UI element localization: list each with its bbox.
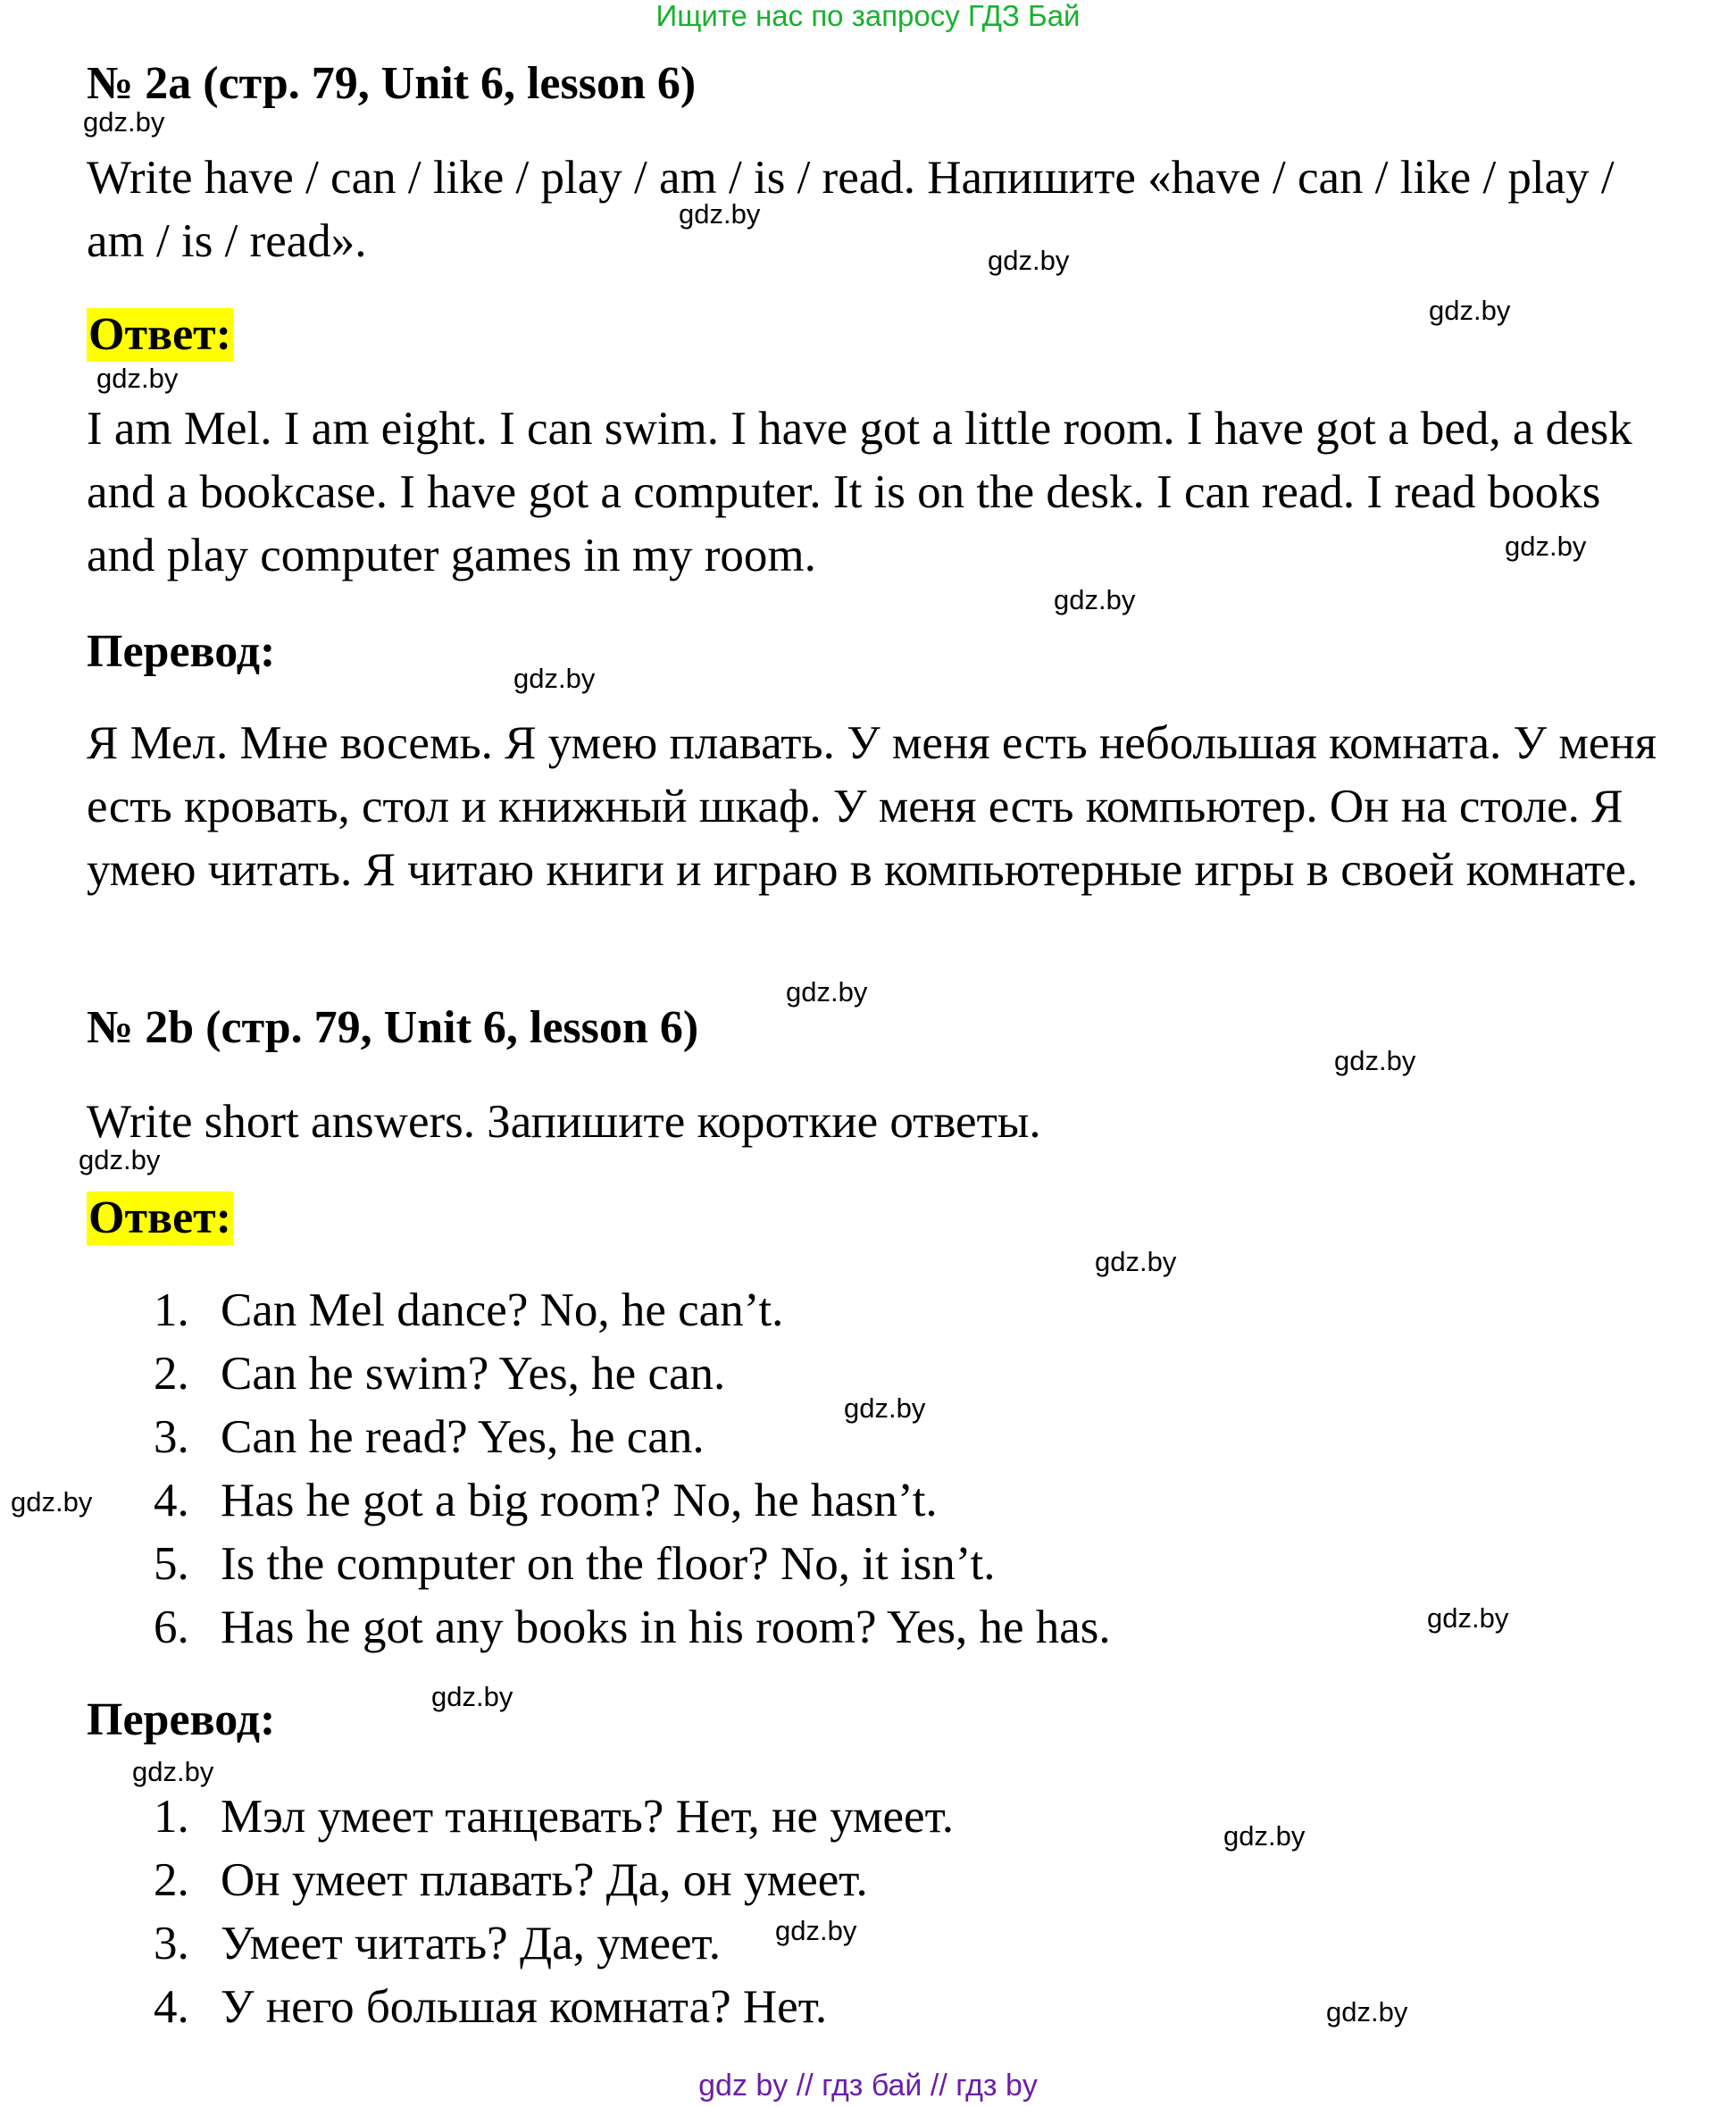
watermark: gdz.by bbox=[1223, 1820, 1306, 1852]
item-number: 1. bbox=[154, 1284, 189, 1336]
footer-watermark: gdz by // гдз бай // гдз by bbox=[698, 2069, 1038, 2103]
section-2a-instruction: Write have / can / like / play / am / is / read. Напишите «have / can / like / play / am / is / read». bbox=[87, 152, 1615, 267]
watermark: gdz.by bbox=[786, 976, 868, 1008]
watermark: gdz.by bbox=[132, 1756, 214, 1787]
item-number: 3. bbox=[154, 1918, 189, 1969]
watermark: gdz.by bbox=[988, 245, 1070, 276]
item-text: Он умеет плавать? Да, он умеет. bbox=[221, 1854, 868, 1906]
list-item bbox=[154, 1533, 1111, 1596]
section-2b-instruction: Write short answers. Запишите короткие ответы. bbox=[87, 1096, 1041, 1148]
item-text: Can Mel dance? No, he can’t. bbox=[221, 1284, 784, 1336]
watermark: gdz.by bbox=[775, 1915, 857, 1946]
item-text: Is the computer on the floor? No, it isn’t. bbox=[221, 1538, 996, 1590]
section-2a-answer-text: I am Mel. I am eight. I can swim. I have got a little room. I have got a bed, a desk and a bookcase. I have got a computer. It is on the desk. I can read. I read books and play computer games in my room. bbox=[87, 403, 1632, 581]
watermark: gdz.by bbox=[513, 663, 596, 694]
watermark: gdz.by bbox=[1505, 531, 1587, 562]
section-2a-translation-label: Перевод: bbox=[87, 626, 276, 677]
watermark: gdz.by bbox=[431, 1681, 513, 1712]
list-item bbox=[154, 1596, 1111, 1660]
item-number: 5. bbox=[154, 1538, 189, 1590]
item-text: Мэл умеет танцевать? Нет, не умеет. bbox=[221, 1791, 955, 1843]
section-2b-translation-label: Перевод: bbox=[87, 1694, 276, 1745]
section-2b-translation-list bbox=[154, 1785, 954, 2039]
item-text: У него большая комната? Нет. bbox=[221, 1981, 828, 2033]
watermark: gdz.by bbox=[1429, 295, 1511, 326]
list-item bbox=[154, 1469, 1111, 1533]
item-text: Can he read? Yes, he can. bbox=[221, 1411, 705, 1463]
watermark: gdz.by bbox=[1054, 584, 1136, 615]
item-number: 4. bbox=[154, 1981, 189, 2033]
watermark: gdz.by bbox=[79, 1144, 161, 1175]
item-number: 2. bbox=[154, 1854, 189, 1906]
watermark: gdz.by bbox=[1334, 1045, 1416, 1076]
section-2a-heading: № 2a (стр. 79, Unit 6, lesson 6) bbox=[87, 58, 697, 109]
item-number: 2. bbox=[154, 1348, 189, 1400]
watermark: gdz.by bbox=[96, 363, 179, 394]
top-banner: Ищите нас по запросу ГДЗ Бай bbox=[655, 0, 1081, 32]
watermark: gdz.by bbox=[844, 1392, 926, 1424]
item-number: 4. bbox=[154, 1475, 189, 1526]
list-item bbox=[154, 1279, 1111, 1342]
watermark: gdz.by bbox=[1326, 1996, 1408, 2028]
section-2a-translation-text: Я Мел. Мне восемь. Я умею плавать. У меня есть небольшая комната. У меня есть кровать, стол и книжный шкаф. У меня есть компьютер. Он на столе. Я умею читать. Я читаю книги и играю в компьютерные игры в своей комнате. bbox=[87, 717, 1657, 896]
section-2b-heading: № 2b (стр. 79, Unit 6, lesson 6) bbox=[87, 1002, 699, 1053]
item-text: Has he got a big room? No, he hasn’t. bbox=[221, 1475, 938, 1526]
list-item bbox=[154, 1785, 954, 1849]
item-number: 1. bbox=[154, 1791, 189, 1843]
list-item bbox=[154, 1849, 954, 1912]
item-number: 3. bbox=[154, 1411, 189, 1463]
watermark: gdz.by bbox=[679, 198, 761, 230]
item-text: Has he got any books in his room? Yes, he has. bbox=[221, 1601, 1111, 1653]
watermark: gdz.by bbox=[1427, 1602, 1509, 1634]
section-2b-answer-label: Ответ: bbox=[88, 1192, 232, 1243]
list-item bbox=[154, 1976, 954, 2039]
item-number: 6. bbox=[154, 1601, 189, 1653]
section-2b-answer-list bbox=[154, 1279, 1111, 1660]
list-item bbox=[154, 1406, 1111, 1469]
section-2a-answer-label: Ответ: bbox=[88, 309, 232, 360]
watermark: gdz.by bbox=[11, 1486, 93, 1518]
item-text: Умеет читать? Да, умеет. bbox=[221, 1918, 721, 1969]
watermark: gdz.by bbox=[1095, 1246, 1177, 1277]
list-item bbox=[154, 1342, 1111, 1406]
item-text: Can he swim? Yes, he can. bbox=[221, 1348, 726, 1400]
watermark: gdz.by bbox=[83, 106, 165, 138]
